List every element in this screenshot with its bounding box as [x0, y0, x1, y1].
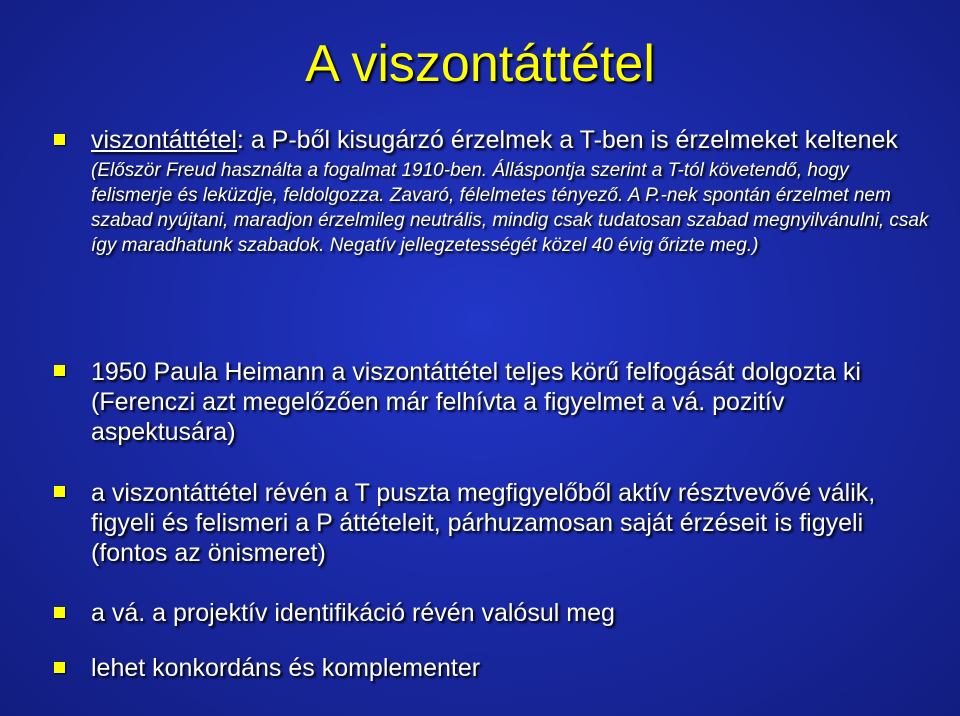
bullet-note: (Először Freud használta a fogalmat 1910-ben. Álláspontja szerint a T-tól követendő, hogy felismerje és leküzdje, feldolgozza. Zavaró, félelmetes tényező. A P.-nek spontán érzelmet nem szabad nyújtani, maradjon érzelmileg neutrális, mindig csak tudatosan szabad megnyilvánulni, csak így maradhatunk szabadok. Negatív jellegzetességét közel 40 évig őrizte meg.)	[91, 160, 929, 256]
bullet-text: lehet konkordáns és komplementer	[91, 654, 481, 682]
bullet-text	[91, 126, 933, 258]
slide-title: A viszontáttétel	[305, 35, 655, 93]
square-bullet-icon	[54, 662, 65, 673]
bullet-body: : a P-ből kisugárzó érzelmek a T-ben is érzelmeket keltenek	[236, 126, 898, 154]
bullet-text: 1950 Paula Heimann a viszontáttétel teljes körű felfogását dolgozta ki (Ferenczi azt megelőzően már felhívta a figyelmet a vá. pozitív aspektusára)	[91, 358, 861, 446]
square-bullet-icon	[54, 486, 65, 497]
square-bullet-icon	[54, 365, 65, 376]
bullet-text: a vá. a projektív identifikáció révén valósul meg	[91, 599, 615, 627]
bullet-text: a viszontáttétel révén a T puszta megfigyelőből aktív résztvevővé válik, figyeli és felismeri a P áttételeit, párhuzamosan saját érzéseit is figyeli (fontos az önismeret)	[91, 479, 876, 567]
square-bullet-icon	[54, 134, 65, 145]
bullet-term: viszontáttétel	[91, 126, 237, 154]
square-bullet-icon	[54, 607, 65, 618]
